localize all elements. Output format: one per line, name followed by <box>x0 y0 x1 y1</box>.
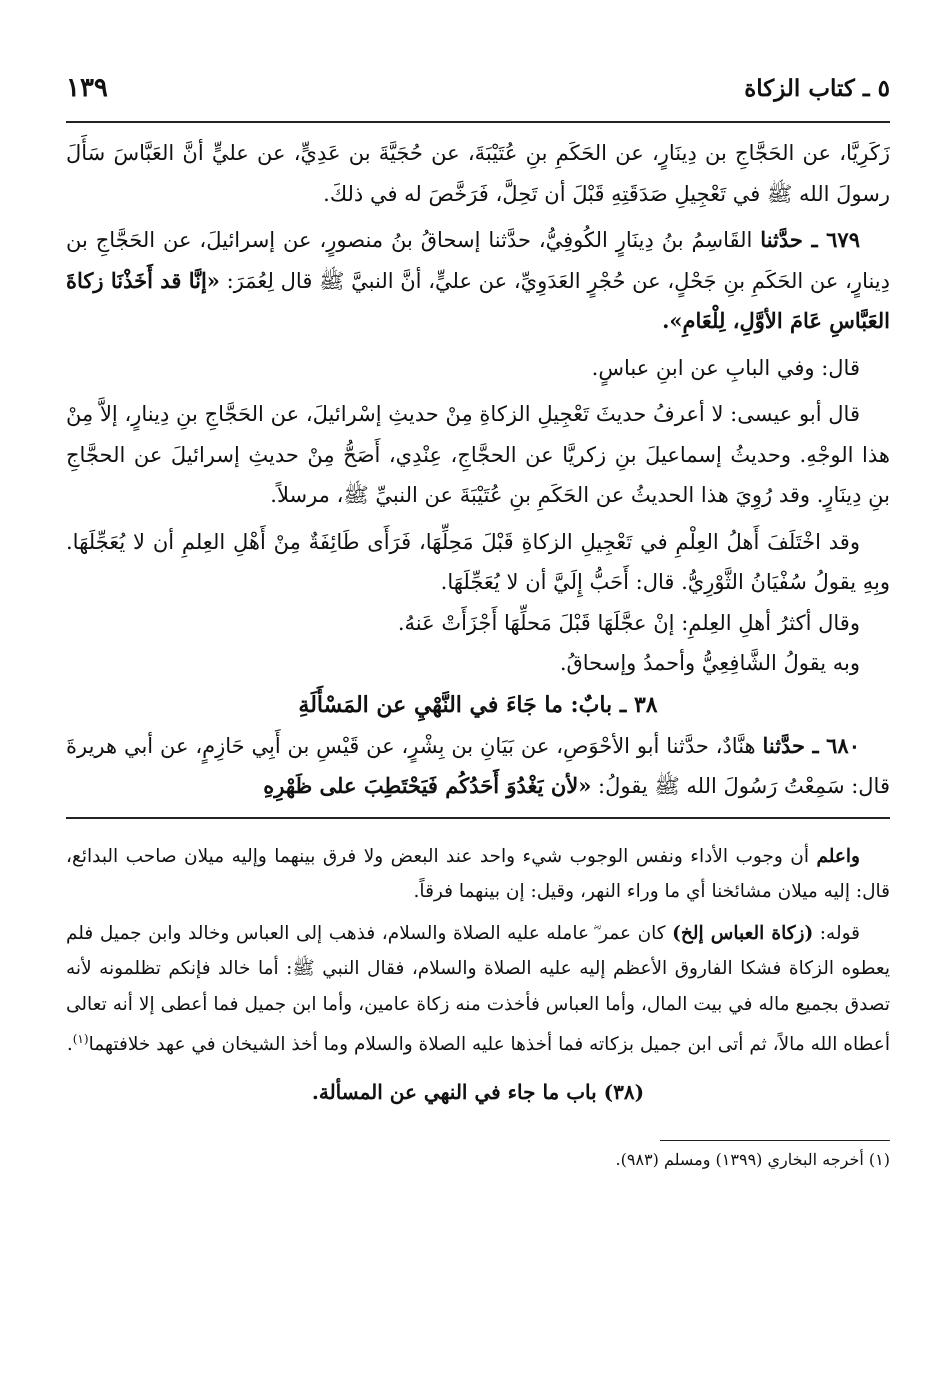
commentary <box>66 839 890 1111</box>
hadith-679 <box>66 220 890 342</box>
chapter-heading: ٣٨ ـ بابٌ: ما جَاءَ في النَّهْيِ عن المَسْأَلَةِ <box>298 691 658 718</box>
commentary-lead: (زكاة العباس إلخ) <box>672 922 814 944</box>
commentary-heading: (٣٨) باب ما جاء في النهي عن المسألة. <box>311 1079 645 1104</box>
footnote: (١) أخرجه البخاري (١٣٩٩) ومسلم (٩٨٣). <box>615 1150 890 1170</box>
commentary-lead: واعلم <box>816 845 860 867</box>
paragraph: وبه يقولُ الشَّافِعِيُّ وأحمدُ وإسحاقُ. <box>559 651 860 675</box>
page <box>66 70 890 1175</box>
paragraph: قال: وفي البابِ عن ابنِ عباسٍ. <box>591 355 860 380</box>
commentary-paragraph <box>66 916 890 1063</box>
footnote-rule <box>660 1140 890 1141</box>
hadith-quote: «إنَّا قد أَخَذْنَا زكاةَ العَبَّاسِ عَامَ الأوَّلِ، لِلْعَامِ». <box>66 267 890 333</box>
paragraph: وقد اخْتَلَفَ أَهلُ العِلْمِ في تَعْجِيلِ الزكاةِ قَبْلَ مَحِلِّهَا، فَرَأَى طَائِفَةٌ مِنْ أَهْلِ العِلمِ أن لا يُعَجِّلَهَا. وبِهِ يقولُ سُفْيَانُ الثَّوْرِيُّ. قال: أَحَبُّ إِلَيَّ أن لا يُعَجِّلَهَا. <box>66 529 890 594</box>
hadith-text: القَاسِمُ بنُ دِينَارٍ الكُوفِيُّ، حدَّثنا إسحاقُ بنُ منصورٍ، عن إسرائيلَ، عن الحَجَّاجِ بن دِينارٍ، عن الحَكَمِ بنِ جَحْلٍ، عن حُجْرٍ العَدَوِيِّ، عن عليٍّ، أنَّ النبيَّ ﷺ قال لِعُمَرَ: <box>66 228 890 293</box>
hadith-quote: «لأن يَغْدُوَ أَحَدُكُم فَيَحْتَطِبَ على ظَهْرِهِ <box>263 773 592 798</box>
footnote-ref: (١) <box>72 1032 89 1046</box>
header-rule <box>66 121 890 123</box>
page-number: ١٣٩ <box>66 73 108 103</box>
commentary-text: كان عمر ؓ عامله عليه الصلاة والسلام، فذهب إلى العباس وخالد وابن جميل فلم يعطوه الزكاة فشكا الفاروق الأعظم إليه عليه الصلاة والسلام، فقال النبي ﷺ: أما خالد فإنكم تظلمونه لأنه تصدق بجميع ماله في بيت المال، وأما العباس فأخذت منه زكاة عامين، وأما ابن جميل فما أعطى إلا أنه تعالى أعطاه الله مالاً، ثم أتى ابن جميل بزكاته فما أخذها عليه الصلاة والسلام وما أخذ الشيخان في عهد خلافتهما <box>66 922 890 1056</box>
running-header <box>66 70 890 107</box>
chapter-title: ٥ ـ كتاب الزكاة <box>744 75 890 102</box>
commentary-text: أن وجوب الأداء ونفس الوجوب شيء واحد عند البعض ولا فرق بينهما وإليه ميلان صاحب البدائع، قال: إليه ميلان مشائخنا أي ما وراء النهر، وقيل: إن بينهما فرقاً. <box>66 845 890 902</box>
hadith-680 <box>66 726 890 807</box>
hadith-number: ٦٨٠ ـ حدَّثنا <box>762 732 860 758</box>
commentary-rule <box>66 817 890 819</box>
paragraph: وقال أكثرُ أهلِ العِلمِ: إنْ عجَّلَهَا قَبْلَ مَحلِّهَا أَجْزَأَتْ عَنهُ. <box>397 610 860 635</box>
commentary-paragraph <box>66 839 890 910</box>
paragraph: قال أبو عيسى: لا أعرفُ حديثَ تَعْجِيلِ الزكاةِ مِنْ حديثِ إسْرائيلَ، عن الحَجَّاجِ بنِ دِينارٍ، إلاَّ مِنْ هذا الوجْهِ. وحديثُ إسماعيلَ بنِ زكريَّا عن الحجَّاجِ، عِنْدِي، أَصَحُّ مِنْ حديثِ إسرائيلَ عن الحجَّاجِ بنِ دِينَارٍ. وقد رُوِيَ هذا الحديثُ عن الحَكَمِ بنِ عُتَيْبَةَ عن النبيِّ ﷺ، مرسلاً. <box>66 402 890 507</box>
hadith-number: ٦٧٩ ـ حدَّثنا <box>760 227 860 252</box>
main-text <box>66 133 890 807</box>
commentary-end: . <box>66 1034 73 1056</box>
hadith-text: هنَّادٌ، حدَّثنا أبو الأحْوَصِ، عن بَيَانِ بن بِشْرٍ، عن قَيْسِ بن أَبِي حَازِمٍ، عن أبي هريرةَ قال: سَمِعْتُ رَسُولَ الله ﷺ يقولُ: <box>66 733 890 798</box>
paragraph: زَكَرِيَّا، عن الحَجَّاجِ بن دِينَارٍ، عن الحَكَمِ بنِ عُتَيْبَةَ، عن حُجَيَّةَ بن عَدِيٍّ، عن عليٍّ أنَّ العَبَّاسَ سَأَلَ رسولَ الله ﷺ في تَعْجِيلِ صَدَقَتِهِ قَبْلَ أن تَحِلَّ، فَرَخَّصَ له في ذلكَ. <box>66 141 891 206</box>
commentary-pre: قوله: <box>813 922 860 944</box>
